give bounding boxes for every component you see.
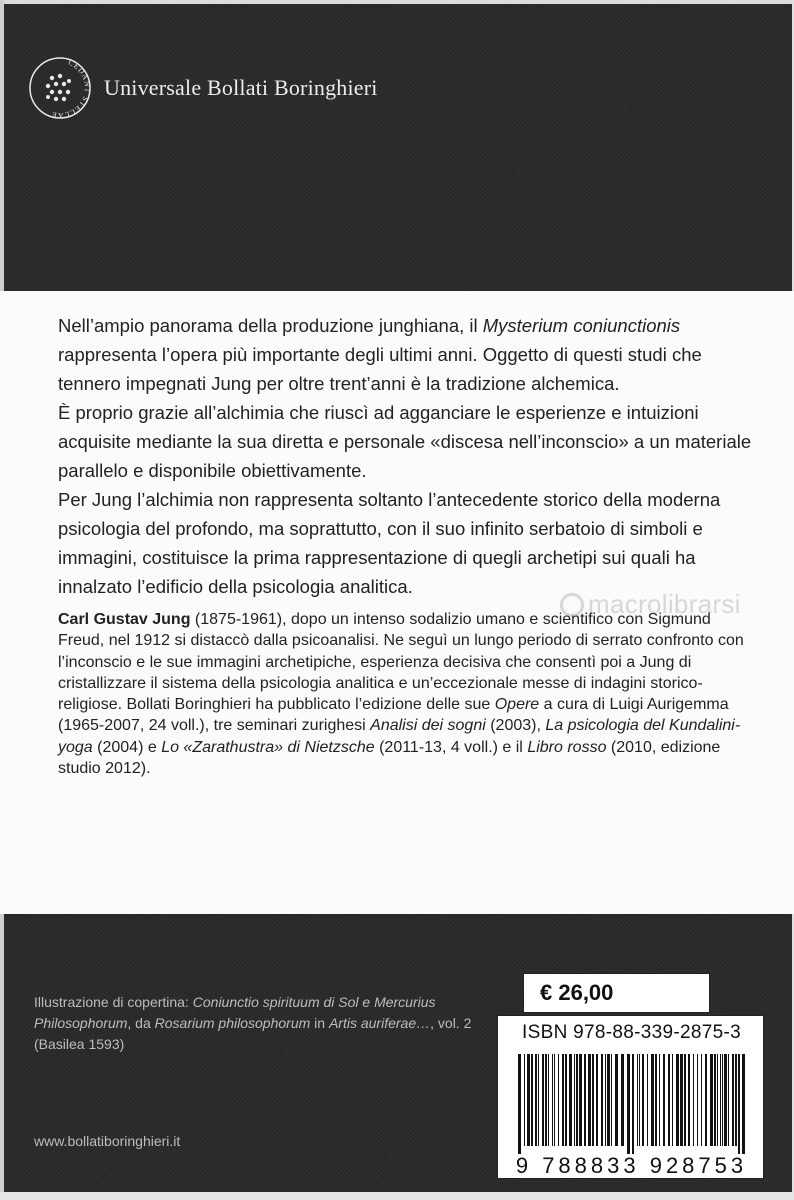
ean-number: 9 788833 928753: [515, 1153, 748, 1178]
bio-text: (1875-1961), dopo un intenso sodalizio umano e scientifico con Sigmund Freud, nel 1912 si distaccò dalla psicoanalisi. Ne seguì un lungo periodo di serrato confronto con l’inconscio e le sue immagini archetipiche, esperienza decisiva che consentì poi a Jung di cristallizzare il sistema della psicologia analitica e un’eccezionale messe di indagini storico-religiose. Bollati Boringhieri ha pubblicato l’edizione delle sue: [58, 611, 744, 714]
barcode-bar: [615, 1054, 618, 1146]
barcode-bar: [697, 1054, 698, 1146]
bio-text: (2010, edizione studio 2012).: [58, 738, 721, 778]
isbn-number: ISBN 978-88-339-2875-3: [522, 1022, 741, 1043]
barcode-bar: [579, 1054, 582, 1146]
description-panel: [0, 291, 794, 914]
barcode-bar: [552, 1054, 553, 1146]
barcode-bar: [735, 1054, 737, 1146]
barcode-bar: [642, 1054, 644, 1146]
bio-text: (2004) e: [92, 738, 162, 756]
barcode-bar: [680, 1054, 683, 1146]
barcode-bar: [607, 1054, 610, 1146]
bio-text: a cura di Luigi Aurigemma (1965-2007, 24 voll.), tre seminari zurighesi: [58, 696, 729, 735]
work-title: La psicologia del Kundalini-yoga: [58, 717, 741, 756]
credit-part: , da: [127, 1015, 155, 1031]
credit-title: Coniunctio spirituum di Sol e Mercurius Philosophorum: [34, 994, 436, 1031]
barcode-bar: [732, 1054, 734, 1146]
barcode-bar: [728, 1054, 729, 1146]
barcode-bar: [584, 1054, 586, 1146]
scan-edge-bottom: [0, 1192, 794, 1200]
barcode-bar: [742, 1054, 745, 1154]
barcode-bar: [637, 1054, 638, 1146]
barcode-bar: [659, 1054, 660, 1146]
barcode-bar: [639, 1054, 640, 1146]
barcode-bar: [565, 1054, 567, 1146]
blurb-paragraph: Per Jung l’alchimia non rappresenta soltanto l’antecedente storico della moderna psicologia del profondo, ma soprattutto, con il suo infinito serbatoio di simboli e immagini, costituisce la prima rappresentazione di quegli archetipi sui quali ha innalzato l’edificio della psicologia analitica.: [58, 489, 721, 597]
barcode-bar: [588, 1054, 591, 1146]
barcode-bar: [542, 1054, 544, 1146]
blurb-paragraph: È proprio grazie all’alchimia che riuscì ad agganciare le esperienze e intuizioni acquisite mediante la sua diretta e personale «discesa nell’inconscio» a un materiale parallelo e disponibile obiettivamente.: [58, 402, 752, 481]
barcode-bar: [710, 1054, 713, 1146]
barcode-bar: [527, 1054, 530, 1146]
barcode-bar: [651, 1054, 654, 1146]
blurb-text: Nell’ampio panorama della produzione junghiana, il: [58, 315, 483, 336]
barcode-bar: [672, 1054, 673, 1146]
credit-part: , vol. 2 (Basilea 1593): [34, 1015, 472, 1052]
barcode-bar: [668, 1054, 670, 1146]
book-title: Mysterium coniunctionis: [482, 315, 681, 336]
bio-paragraph: [58, 609, 748, 779]
barcode-bar: [663, 1054, 665, 1146]
barcode-bar: [569, 1054, 572, 1146]
publisher-logo-icon: [28, 56, 92, 120]
barcode-bar: [535, 1054, 537, 1146]
barcode-bar: [592, 1054, 594, 1146]
barcode-bar: [701, 1054, 702, 1146]
barcode-bar: [574, 1054, 575, 1146]
credit-title: Artis auriferae…: [328, 1015, 431, 1031]
author-bio: [58, 609, 748, 779]
barcode: [512, 1054, 751, 1154]
barcode-bar: [621, 1054, 624, 1146]
watermark-text: macrolibrarsi: [588, 589, 741, 619]
barcode-bar: [518, 1054, 521, 1154]
barcode-bar: [720, 1054, 721, 1146]
publisher-website: www.bollatiboringhieri.it: [34, 1133, 181, 1149]
barcode-bar: [531, 1054, 533, 1146]
barcode-bar: [632, 1054, 634, 1154]
barcode-bar: [596, 1054, 598, 1146]
publisher-header: [28, 56, 378, 120]
work-title: Libro rosso: [527, 738, 607, 756]
barcode-bar: [705, 1054, 707, 1146]
barcode-bar: [684, 1054, 686, 1146]
barcode-bar: [688, 1054, 690, 1146]
barcode-bar: [554, 1054, 555, 1146]
barcode-bar: [524, 1054, 525, 1146]
scan-edge-top: [0, 0, 794, 4]
barcode-bar: [714, 1054, 716, 1146]
barcode-bar: [722, 1054, 723, 1146]
work-title: Lo «Zarathustra» di Nietzsche: [161, 738, 375, 756]
publisher-logo-text: CEDANT STELLAE: [50, 57, 92, 120]
author-name: Carl Gustav Jung: [58, 611, 191, 628]
barcode-bar: [538, 1054, 539, 1146]
barcode-bar: [545, 1054, 547, 1146]
svg-text:CEDANT STELLAE: [50, 58, 92, 120]
credit-text: [34, 992, 474, 1055]
cover-illustration-credit: [34, 992, 474, 1055]
barcode-bar: [576, 1054, 578, 1146]
work-title: Opere: [494, 696, 540, 714]
blurb-paragraph: [58, 311, 758, 398]
barcode-bar: [655, 1054, 657, 1146]
barcode-bar: [605, 1054, 606, 1146]
barcode-bar: [558, 1054, 559, 1146]
isbn-barcode-box: [497, 1015, 764, 1179]
barcode-bar: [676, 1054, 679, 1146]
barcode-bar: [611, 1054, 612, 1146]
barcode-bar: [693, 1054, 694, 1146]
blurb-text: rappresenta l’opera più importante degli ultimi anni. Oggetto di questi studi che tennero impegnati Jung per oltre trent’anni è la tradizione alchemica.: [58, 344, 702, 394]
bio-text: (2011-13, 4 voll.) e il: [374, 738, 528, 756]
work-title: Analisi dei sogni: [370, 717, 486, 735]
price-label: € 26,00: [523, 973, 710, 1013]
publisher-name: Universale Bollati Boringhieri: [104, 75, 378, 100]
barcode-bar: [717, 1054, 718, 1146]
book-blurb: [58, 311, 758, 601]
barcode-bar: [562, 1054, 564, 1146]
barcode-bar: [548, 1054, 549, 1146]
barcode-bar: [724, 1054, 727, 1146]
barcode-bar: [647, 1054, 648, 1146]
barcode-bar: [601, 1054, 603, 1146]
credit-part: in: [310, 1015, 329, 1031]
barcode-bar: [738, 1054, 740, 1154]
credit-title: Rosarium philosophorum: [154, 1015, 311, 1031]
barcode-bar: [627, 1054, 630, 1154]
credit-part: Illustrazione di copertina:: [34, 994, 193, 1010]
bio-text: (2003),: [485, 717, 546, 735]
